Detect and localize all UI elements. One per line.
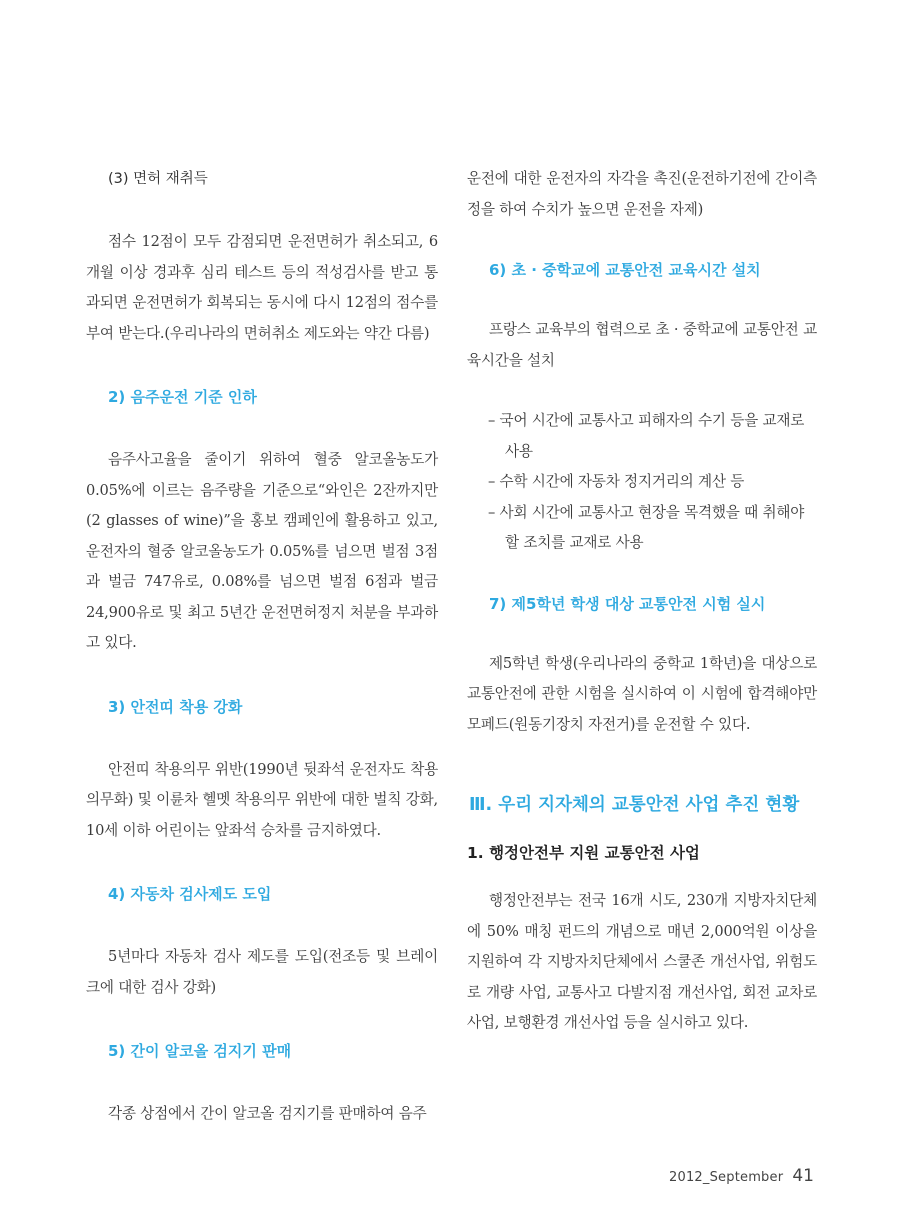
left-column — [86, 164, 438, 1130]
right-column — [467, 164, 817, 1039]
section-title-local-government: Ⅲ. 우리 지자체의 교통안전 사업 추진 현황 — [469, 795, 800, 815]
list-item: – 사회 시간에 교통사고 현장을 목격했을 때 취해야 할 조치를 교재로 사용 — [467, 498, 817, 559]
paragraph-license-reacquisition: 점수 12점이 모두 감점되면 운전면허가 취소되고, 6개월 이상 경과후 심리 테스트 등의 적성검사를 받고 통과되면 운전면허가 회복되는 동시에 다시 12점의 점수를 부여 받는다.(우리나라의 면허취소 제도와는 약간 다름) — [86, 233, 438, 342]
paragraph-ministry-support: 행정안전부는 전국 16개 시도, 230개 지방자치단체에 50% 매칭 펀드의 개념으로 매년 2,000억원 이상을 지원하여 각 지방자치단체에서 스쿨존 개선사업, 위험도로 개량 사업, 교통사고 다발지점 개선사업, 회전 교차로사업, 보행환경 개선사업 등을 실시하고 있다. — [467, 892, 817, 1031]
heading-vehicle-inspection: 4) 자동차 검사제도 도입 — [108, 885, 272, 903]
curriculum-list — [467, 406, 817, 559]
paragraph-alcohol-detector-continued: 운전에 대한 운전자의 자각을 촉진(운전하기전에 간이측정을 하여 수치가 높으면 운전을 자제) — [467, 170, 817, 218]
paragraph-alcohol-detector: 각종 상점에서 간이 알코올 검지기를 판매하여 음주 — [108, 1105, 427, 1122]
page-footer — [669, 1166, 814, 1186]
page-number: 41 — [792, 1166, 814, 1186]
paragraph-school-education: 프랑스 교육부의 협력으로 초 · 중학교에 교통안전 교육시간을 설치 — [467, 321, 817, 369]
heading-seatbelt: 3) 안전띠 착용 강화 — [108, 697, 243, 716]
paragraph-seatbelt: 안전띠 착용의무 위반(1990년 뒷좌석 운전자도 착용의무화) 및 이륜차 헬멧 착용의무 위반에 대한 벌칙 강화, 10세 이하 어린이는 앞좌석 승차를 금지하였다. — [86, 760, 438, 839]
list-item: – 국어 시간에 교통사고 피해자의 수기 등을 교재로 사용 — [467, 406, 817, 467]
heading-drunk-driving: 2) 음주운전 기준 인하 — [108, 388, 257, 406]
paragraph-drunk-driving: 음주사고율을 줄이기 위하여 혈중 알코올농도가 0.05%에 이르는 음주량을 기준으로“와인은 2잔까지만 (2 glasses of wine)”을 홍보 캠페인에 활용하고 있고, 운전자의 혈중 알코올농도가 0.05%를 넘으면 벌점 3점과 벌금 747유로, 0.08%를 넘으면 벌점 6점과 벌금 24,900유로 및 최고 5년간 운전면허정지 처분을 부과하고 있다. — [86, 451, 438, 651]
heading-student-exam: 7) 제5학년 학생 대상 교통안전 시험 실시 — [489, 594, 766, 613]
list-item: – 수학 시간에 자동차 정지거리의 계산 등 — [467, 467, 817, 498]
paragraph-vehicle-inspection: 5년마다 자동차 검사 제도를 도입(전조등 및 브레이크에 대한 검사 강화) — [86, 948, 438, 996]
heading-alcohol-detector: 5) 간이 알코올 검지기 판매 — [108, 1042, 292, 1060]
issue-label: 2012_September — [669, 1170, 784, 1185]
paragraph-student-exam: 제5학년 학생(우리나라의 중학교 1학년)을 대상으로 교통안전에 관한 시험을 실시하여 이 시험에 합격해야만 모페드(원동기장치 자전거)를 운전할 수 있다. — [467, 654, 817, 733]
subsection-title-ministry: 1. 행정안전부 지원 교통안전 사업 — [467, 844, 700, 862]
heading-school-education: 6) 초 · 중학교에 교통안전 교육시간 설치 — [489, 261, 761, 279]
section-heading-license-reacquisition: (3) 면허 재취득 — [108, 171, 208, 187]
